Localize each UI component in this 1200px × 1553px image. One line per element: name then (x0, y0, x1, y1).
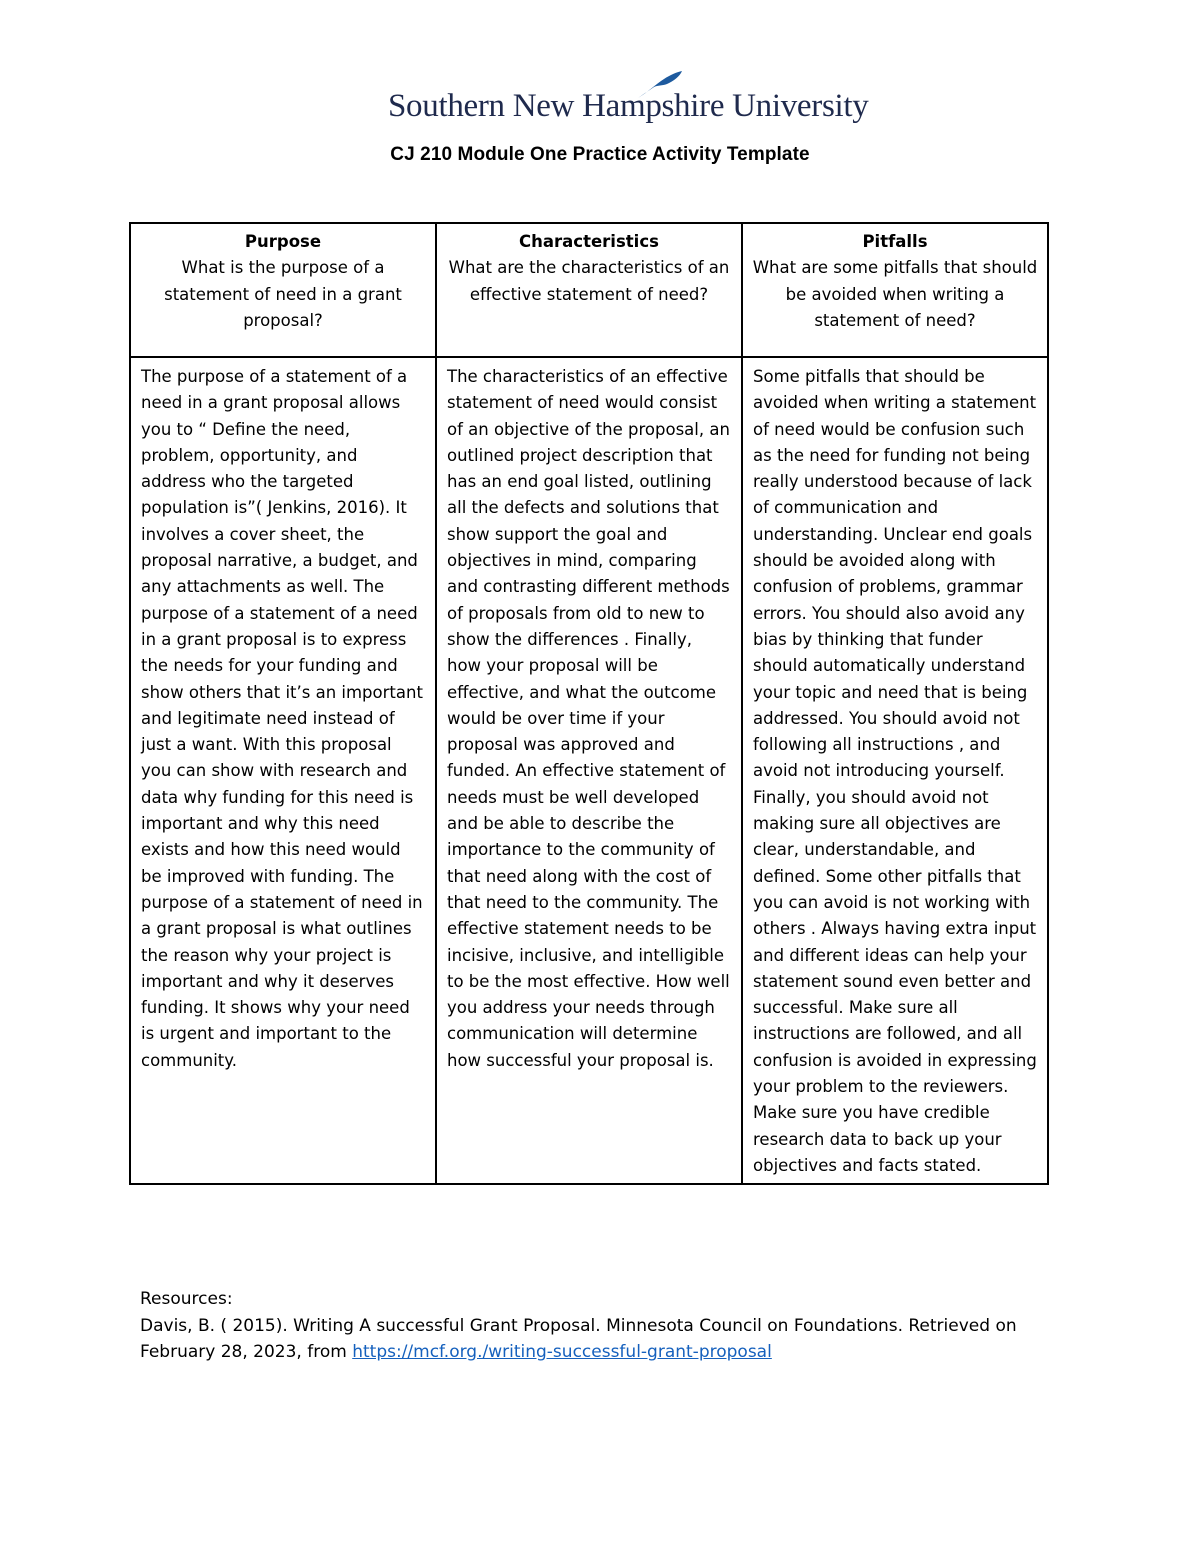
document-title: CJ 210 Module One Practice Activity Template (390, 144, 810, 165)
column-label: Pitfalls (862, 232, 928, 251)
column-question: What is the purpose of a statement of need in a grant proposal? (164, 258, 402, 330)
table-row (130, 357, 1048, 1184)
activity-table (129, 222, 1049, 1185)
column-question: What are some pitfalls that should be avoided when writing a statement of need? (752, 258, 1038, 330)
university-name: Southern New Hampshire University (388, 88, 869, 124)
answer-cell-purpose: The purpose of a statement of a need in a grant proposal allows you to “ Define the need, problem, opportunity, and address who the targeted population is”( Jenkins, 2016). It involves a cover sheet, the proposal narrative, a budget, and any attachments as well. The purpose of a statement of a need in a grant proposal is to express the needs for your funding and show others that it’s an important and legitimate need instead of just a want. With this proposal you can show with research and data why funding for this need is important and why this need exists and how this need would be improved with funding. The purpose of a statement of need in a grant proposal is what outlines the reason why your project is important and why it deserves funding. It shows why your need is urgent and important to the community. (130, 357, 436, 1184)
table-header-row (130, 223, 1048, 357)
column-question: What are the characteristics of an effective statement of need? (448, 258, 730, 304)
resources-heading: Resources: (140, 1289, 233, 1309)
column-header-purpose (130, 223, 436, 357)
citation-link[interactable]: https://mcf.org./writing-successful-grant-proposal (352, 1342, 772, 1362)
university-logo (388, 70, 869, 134)
answer-cell-characteristics: The characteristics of an effective statement of need would consist of an objective of the proposal, an outlined project description that has an end goal listed, outlining all the defects and solutions that show support the goal and objectives in mind, comparing and contrasting different methods of proposals from old to new to show the differences . Finally, how your proposal will be effective, and what the outcome would be over time if your proposal was approved and funded. An effective statement of needs must be well developed and be able to describe the importance to the community of that need along with the cost of that need to the community. The effective statement needs to be incisive, inclusive, and intelligible to be the most effective. How well you address your needs through communication will determine how successful your proposal is. (436, 357, 742, 1184)
citation (140, 1313, 1060, 1366)
column-label: Purpose (244, 232, 322, 251)
resources-section (140, 1286, 1060, 1366)
column-label: Characteristics (519, 232, 659, 251)
answer-cell-pitfalls: Some pitfalls that should be avoided when writing a statement of need would be confusion such as the need for funding not being really understood because of lack of communication and understanding. Unclear end goals should be avoided along with confusion of problems, grammar errors. You should also avoid any bias by thinking that funder should automatically understand your topic and need that is being addressed. You should avoid not following all instructions , and avoid not introducing yourself. Finally, you should avoid not making sure all objectives are clear, understandable, and defined. Some other pitfalls that you can avoid is not working with others . Always having extra input and different ideas can help your statement sound even better and successful. Make sure all instructions are followed, and all confusion is avoided in expressing your problem to the reviewers. Make sure you have credible research data to back up your objectives and facts stated. (742, 357, 1048, 1184)
citation-text: Davis, B. ( 2015). Writing A successful Grant Proposal. Minnesota Council on Foundations. Retrieved on February 28, 2023, from (140, 1315, 1017, 1362)
column-header-pitfalls (742, 223, 1048, 357)
column-header-characteristics (436, 223, 742, 357)
